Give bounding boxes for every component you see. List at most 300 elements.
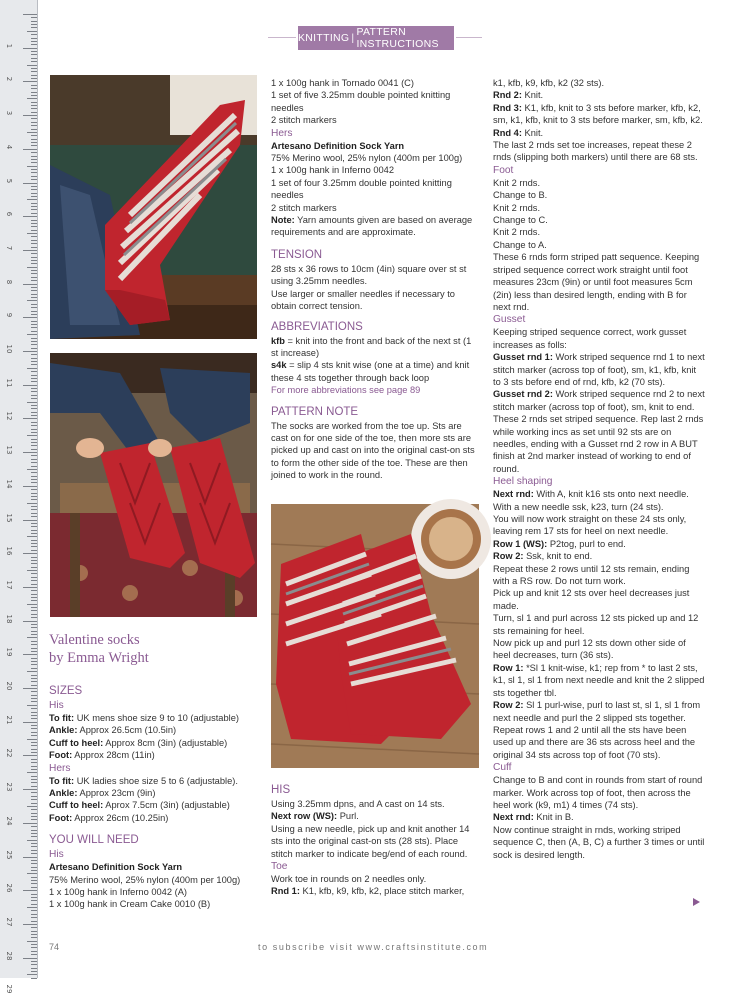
ruler-tick [31, 978, 37, 979]
ruler-tick [31, 860, 37, 861]
ruler-tick [31, 964, 37, 965]
ruler-tick [31, 270, 37, 271]
ruler-tick [31, 348, 37, 349]
ruler-tick [31, 954, 37, 955]
ruler-tick [31, 439, 37, 440]
ruler-tick [31, 85, 37, 86]
ruler-tick [31, 17, 37, 18]
ruler-tick [31, 563, 37, 564]
ruler-number: 3 [5, 110, 13, 116]
ruler-tick [31, 223, 37, 224]
ruler-tick [31, 617, 37, 618]
ruler-number: 5 [5, 178, 13, 183]
his-pick-up: Using a new needle, pick up and knit another 14 sts into the original cast-on sts (28 sts). Place stitch marker to indicate beg/end of each round. [271, 823, 470, 859]
ruler-tick [31, 543, 37, 544]
foot-4: Change to C. [493, 215, 548, 226]
ruler-tick [31, 651, 37, 652]
foot-heading: Foot [493, 164, 514, 176]
toe-text: Work toe in rounds on 2 needles only. [271, 874, 427, 885]
ruler-tick [31, 813, 37, 814]
ruler-number: 20 [5, 681, 13, 691]
ruler-tick [23, 722, 37, 723]
ruler-tick [31, 27, 37, 28]
ruler-tick [31, 742, 37, 743]
ruler-tick [31, 381, 37, 382]
ruler-tick [31, 715, 37, 716]
heel-next-rnd: Next rnd: With A, knit k16 sts onto next needle. With a new needle ssk, k23, turn (24 sts). [493, 489, 689, 512]
pattern-note-heading: PATTERN NOTE [271, 405, 359, 418]
ruler-tick [31, 573, 37, 574]
ruler-tick [31, 209, 37, 210]
ruler-number: 28 [5, 951, 13, 961]
markers-his: 2 stitch markers [271, 115, 337, 126]
hank-hers: 1 x 100g hank in Inferno 0042 [271, 165, 395, 176]
ruler-tick [23, 688, 37, 689]
ruler-tick [31, 894, 37, 895]
ruler-tick [31, 263, 37, 264]
ruler-tick [31, 287, 37, 288]
ruler-tick [23, 654, 37, 655]
gusset-rnd-2: Gusset rnd 2: Work striped sequence rnd 2 to next stitch marker (across top of foot), sm, knit to end. [493, 389, 705, 412]
ruler-tick [31, 277, 37, 278]
ruler-tick [31, 600, 37, 601]
ruler-tick [31, 54, 37, 55]
ruler-tick [27, 300, 37, 301]
ruler-tick [31, 951, 37, 952]
ruler-tick [31, 58, 37, 59]
ruler-tick [31, 34, 37, 35]
ruler-tick [27, 199, 37, 200]
yarn-desc: 75% Merino wool, 25% nylon (400m per 100g) [49, 874, 241, 885]
ruler-tick [31, 749, 37, 750]
ruler-tick [31, 685, 37, 686]
ruler-tick [31, 634, 37, 635]
ruler-tick [31, 78, 37, 79]
ruler-tick [31, 243, 37, 244]
ruler-tick [31, 358, 37, 359]
ruler-tick [31, 479, 37, 480]
ruler-tick [31, 557, 37, 558]
ruler-tick [31, 580, 37, 581]
ruler-number: 7 [5, 245, 13, 251]
ruler-tick [31, 914, 37, 915]
heel-turn-row-1: Row 1: *Sl 1 knit-wise, k1; rep from * to last 2 sts, k1, sl 1, sl 1 from next needle and knit the 2 slipped sts together tbl. [493, 662, 705, 698]
ruler-tick [31, 449, 37, 450]
ruler-tick [31, 776, 37, 777]
ruler-tick [31, 354, 37, 355]
ruler-tick [31, 728, 37, 729]
his-fit: To fit: UK mens shoe size 9 to 10 (adjustable) [49, 713, 239, 723]
ruler-tick [31, 937, 37, 938]
title-line-1: Valentine socks [49, 632, 140, 648]
ruler-tick [31, 493, 37, 494]
ruler-tick [27, 368, 37, 369]
ruler-tick [31, 846, 37, 847]
ruler-tick [31, 590, 37, 591]
ruler-tick [23, 755, 37, 756]
ruler-tick [31, 732, 37, 733]
ruler-tick [31, 877, 37, 878]
yarn-desc-hers: 75% Merino wool, 25% nylon (400m per 100g) [271, 153, 463, 164]
ruler-tick [31, 344, 37, 345]
foot-3: Knit 2 rnds. [493, 202, 541, 213]
section-header [298, 26, 454, 50]
ruler-tick [31, 762, 37, 763]
ruler-tick [27, 435, 37, 436]
ruler-number: 18 [5, 614, 13, 624]
ruler-tick [31, 297, 37, 298]
ruler-tick [31, 641, 37, 642]
ruler-tick [31, 304, 37, 305]
ruler-tick [31, 21, 37, 22]
ruler-tick [23, 520, 37, 521]
his-cast-on: Using 3.25mm dpns, and A cast on 14 sts. [271, 799, 445, 809]
ruler-tick [31, 88, 37, 89]
ruler-tick [27, 65, 37, 66]
ruler-tick [31, 159, 37, 160]
ruler-number: 11 [5, 378, 13, 388]
ruler-tick [27, 98, 37, 99]
ruler-tick [23, 789, 37, 790]
ruler-tick [27, 974, 37, 975]
toe-heading: Toe [271, 861, 288, 873]
ruler-tick [31, 145, 37, 146]
heel-3: Pick up and knit 12 sts over heel decreases just made. [493, 588, 690, 611]
ruler-tick [27, 166, 37, 167]
ruler-tick [31, 445, 37, 446]
ruler-tick [31, 388, 37, 389]
ruler-number: 12 [5, 411, 13, 421]
ruler-tick [23, 385, 37, 386]
hank-b: 1 x 100g hank in Cream Cake 0010 (B) [49, 899, 211, 910]
sizes-hers: Hers [49, 762, 71, 774]
ruler-tick [31, 870, 37, 871]
ruler-tick [31, 830, 37, 831]
ruler-tick [31, 71, 37, 72]
ruler-tick [31, 530, 37, 531]
ruler-tick [31, 273, 37, 274]
ruler-tick [23, 823, 37, 824]
ruler-number: 4 [5, 144, 13, 150]
cuff-2: Now continue straight in rnds, working striped sequence C, then (A, B, C) a further 3 times or until sock is desired length. [493, 824, 705, 860]
ruler-tick [31, 105, 37, 106]
ruler-tick [31, 294, 37, 295]
ruler-tick [31, 931, 37, 932]
ruler-tick [31, 129, 37, 130]
ruler-tick [31, 169, 37, 170]
his-next-row: Next row (WS): Purl. [271, 811, 359, 822]
ruler-tick [31, 843, 37, 844]
foot-5: Knit 2 rnds. [493, 227, 541, 238]
ruler-tick [31, 415, 37, 416]
ruler-tick [31, 567, 37, 568]
header-separator: | [351, 32, 355, 44]
ruler-number: 26 [5, 883, 13, 893]
header-rule-right [456, 37, 482, 38]
heel-turn-row-2: Row 2: Sl 1 purl-wise, purl to last st, sl 1, sl 1 from next needle and purl the 2 slipped sts together. [493, 700, 701, 723]
lace-socks-photo [50, 353, 257, 617]
cuff-heading: Cuff [493, 762, 512, 774]
foot-2: Change to B. [493, 190, 548, 201]
gusset-intro: Keeping striped sequence correct, work gusset increases as folls: [493, 327, 687, 350]
ruler-number: 16 [5, 546, 13, 556]
ruler-tick [31, 904, 37, 905]
column-2 [271, 77, 481, 482]
ruler-tick [31, 766, 37, 767]
tension-2: Use larger or smaller needles if necessary to obtain correct tension. [271, 288, 455, 312]
ruler-tick [23, 621, 37, 622]
ruler-tick [31, 836, 37, 837]
ruler-tick [31, 489, 37, 490]
ruler-tick [31, 193, 37, 194]
ruler-tick [23, 250, 37, 251]
ruler-tick [31, 307, 37, 308]
ruler-tick [27, 233, 37, 234]
ruler-tick [31, 375, 37, 376]
ruler-tick [27, 31, 37, 32]
yarn-name-hers: Artesano Definition Sock Yarn [271, 140, 405, 151]
ruler-tick [31, 533, 37, 534]
ruler-tick [23, 351, 37, 352]
title-line-2: by Emma Wright [49, 650, 149, 666]
ruler-number: 13 [5, 445, 13, 455]
ruler-tick [31, 867, 37, 868]
ruler-tick [31, 546, 37, 547]
ruler-tick [31, 863, 37, 864]
ruler-tick [31, 95, 37, 96]
ruler-tick [31, 102, 37, 103]
ruler-tick [31, 378, 37, 379]
ruler-number: 19 [5, 647, 13, 657]
ruler-tick [31, 701, 37, 702]
markers-hers: 2 stitch markers [271, 202, 337, 213]
ruler-tick [31, 594, 37, 595]
ruler-tick [31, 745, 37, 746]
ruler-tick [27, 873, 37, 874]
ruler-number: 17 [5, 580, 13, 590]
ruler-number: 8 [5, 279, 13, 284]
ruler-number: 21 [5, 715, 13, 725]
ruler-tick [23, 115, 37, 116]
ruler-number: 25 [5, 850, 13, 859]
ruler-number: 22 [5, 748, 13, 758]
ruler-tick [31, 523, 37, 524]
ruler-tick [31, 112, 37, 113]
header-rule-left [268, 37, 296, 38]
cuff-next-rnd: Next rnd: Knit in B. [493, 812, 574, 823]
hank-a: 1 x 100g hank in Inferno 0042 (A) [49, 887, 187, 898]
needles-hers: 1 set of four 3.25mm double pointed knitting needles [271, 177, 452, 201]
ruler-tick [31, 196, 37, 197]
ruler-tick [27, 402, 37, 403]
ruler-number: 29 [5, 984, 13, 994]
ruler-tick [31, 799, 37, 800]
ruler-tick [31, 934, 37, 935]
his-ankle: Ankle: Approx 26.5cm (10.5in) [49, 725, 177, 736]
ruler-tick [27, 705, 37, 706]
ruler-tick [31, 338, 37, 339]
ruler-tick [23, 48, 37, 49]
ruler-tick [31, 361, 37, 362]
ruler-tick [31, 321, 37, 322]
ruler-number: 15 [5, 513, 13, 522]
ruler-tick [31, 257, 37, 258]
ruler-tick [31, 627, 37, 628]
ruler-tick [31, 391, 37, 392]
ruler-tick [31, 172, 37, 173]
ruler-tick [27, 671, 37, 672]
ruler-number: 6 [5, 211, 13, 217]
ruler-tick [27, 132, 37, 133]
ruler-tick [31, 152, 37, 153]
ruler-tick [31, 917, 37, 918]
ruler-number: 9 [5, 313, 13, 318]
ruler-tick [31, 577, 37, 578]
ruler-tick [31, 833, 37, 834]
ruler-tick [27, 739, 37, 740]
ruler-tick [23, 486, 37, 487]
ruler-tick [31, 624, 37, 625]
ruler-tick [23, 216, 37, 217]
header-right-label: PATTERN INSTRUCTIONS [356, 26, 439, 50]
his-cuff: Cuff to heel: Approx 8cm (3in) (adjustable) [49, 737, 228, 748]
toe-rnd-2: Rnd 2: Knit. [493, 90, 544, 101]
striped-socks-with-coffee-photo [271, 504, 479, 768]
ruler-tick [31, 648, 37, 649]
ruler-tick [27, 604, 37, 605]
more-abbreviations-link[interactable]: For more abbreviations see page 89 [271, 385, 421, 396]
toe-rnd-1: Rnd 1: K1, kfb, k9, kfb, k2, place stitch marker, [271, 886, 465, 897]
ruler-tick [23, 890, 37, 891]
foot-6: Change to A. [493, 239, 547, 250]
ruler-tick [31, 260, 37, 261]
ruler-tick [31, 695, 37, 696]
ruler-number: 27 [5, 917, 13, 927]
cuff-1: Change to B and cont in rounds from start of round marker. Work across top of foot, then across the heel work (k9, m1) 4 times (74 sts). [493, 775, 703, 810]
ruler-tick [31, 122, 37, 123]
ruler-tick [31, 661, 37, 662]
ruler-tick [31, 968, 37, 969]
ruler-tick [31, 476, 37, 477]
ruler-tick [31, 779, 37, 780]
ruler-tick [31, 644, 37, 645]
toe-rnd-1-cont: k1, kfb, k9, kfb, k2 (32 sts). [493, 78, 605, 88]
ruler [0, 0, 38, 994]
ruler-tick [31, 398, 37, 399]
ruler-tick [31, 459, 37, 460]
ruler-tick [31, 156, 37, 157]
ruler-tick [27, 907, 37, 908]
ruler-tick [27, 536, 37, 537]
ruler-tick [31, 819, 37, 820]
ruler-tick [23, 857, 37, 858]
ruler-tick [31, 921, 37, 922]
ruler-tick [31, 408, 37, 409]
ruler-tick [31, 944, 37, 945]
ruler-tick [23, 183, 37, 184]
ruler-tick [27, 570, 37, 571]
ruler-tick [23, 553, 37, 554]
ruler-tick [27, 772, 37, 773]
ruler-tick [31, 782, 37, 783]
hank-c: 1 x 100g hank in Tornado 0041 (C) [271, 78, 414, 88]
ruler-tick [27, 267, 37, 268]
ruler-tick [31, 526, 37, 527]
toe-rnd-3: Rnd 3: K1, kfb, knit to 3 sts before marker, kfb, k2, sm, k1, kfb, knit to 3 sts before marker, sm, kfb, k2. [493, 102, 703, 126]
you-will-need-heading: YOU WILL NEED [49, 834, 139, 847]
ruler-tick [31, 61, 37, 62]
ruler-tick [31, 176, 37, 177]
column-1 [49, 683, 261, 911]
subscribe-line[interactable]: to subscribe visit www.craftsinstitute.com [258, 942, 489, 952]
ruler-tick [31, 422, 37, 423]
heel-2: Repeat these 2 rows until 12 sts remain, ending with a RS row. Do not turn work. [493, 563, 690, 587]
ruler-tick [31, 658, 37, 659]
ruler-tick [31, 226, 37, 227]
ruler-tick [23, 284, 37, 285]
ruler-tick [23, 587, 37, 588]
ruler-tick [31, 880, 37, 881]
ruler-tick [31, 341, 37, 342]
ruler-tick [27, 637, 37, 638]
ruler-tick [31, 324, 37, 325]
ruler-tick [31, 971, 37, 972]
toe-repeat: The last 2 rnds set toe increases, repeat these 2 rnds (slipping both markers) until there are 68 sts. [493, 140, 698, 163]
ruler-tick [31, 395, 37, 396]
ruler-tick [31, 675, 37, 676]
ruler-tick [27, 806, 37, 807]
ruler-tick [31, 425, 37, 426]
his-heading: HIS [271, 784, 291, 796]
ruler-tick [31, 584, 37, 585]
ruler-tick [31, 678, 37, 679]
ruler-tick [31, 897, 37, 898]
ruler-tick [31, 472, 37, 473]
ruler-tick [31, 681, 37, 682]
ruler-number: 24 [5, 816, 13, 826]
ruler-tick [31, 179, 37, 180]
ruler-tick [31, 752, 37, 753]
pattern-title [49, 631, 149, 667]
ruler-tick [31, 203, 37, 204]
ruler-tick [31, 412, 37, 413]
yarn-note: Note: Yarn amounts given are based on average requirements and are approximate. [271, 215, 473, 238]
ruler-tick [31, 118, 37, 119]
ruler-tick [31, 900, 37, 901]
ruler-tick [31, 75, 37, 76]
ruler-tick [31, 853, 37, 854]
ruler-tick [31, 759, 37, 760]
ruler-tick [31, 236, 37, 237]
ruler-tick [31, 614, 37, 615]
ruler-tick [31, 314, 37, 315]
ruler-tick [31, 24, 37, 25]
need-his: His [49, 849, 64, 861]
ruler-tick [31, 405, 37, 406]
ruler-tick [31, 691, 37, 692]
ruler-number: 10 [5, 344, 13, 354]
ruler-tick [31, 206, 37, 207]
heel-5: Now pick up and purl 12 sts down other side of heel decreases, turn (36 sts). [493, 638, 686, 661]
gusset-rnd-1: Gusset rnd 1: Work striped sequence rnd 1 to next stitch marker (across top of foot), sm, k1, kfb, knit to 3 sts before end of rnd, kfb, k2 (70 sts). [493, 352, 705, 387]
hers-cuff: Cuff to heel: Aprox 7.5cm (3in) (adjustable) [49, 800, 230, 811]
ruler-tick [31, 364, 37, 365]
ruler-tick [31, 41, 37, 42]
gusset-repeat: These 2 rnds set striped sequence. Rep last 2 rnds while working incs as set until 92 sts are on needles, ending with a Gusset rnd 2 row in A BUT finish at 2nd marker instead of working to end of round. [493, 414, 704, 474]
ruler-tick [31, 108, 37, 109]
ruler-tick [23, 924, 37, 925]
abbreviations-heading: ABBREVIATIONS [271, 320, 363, 333]
